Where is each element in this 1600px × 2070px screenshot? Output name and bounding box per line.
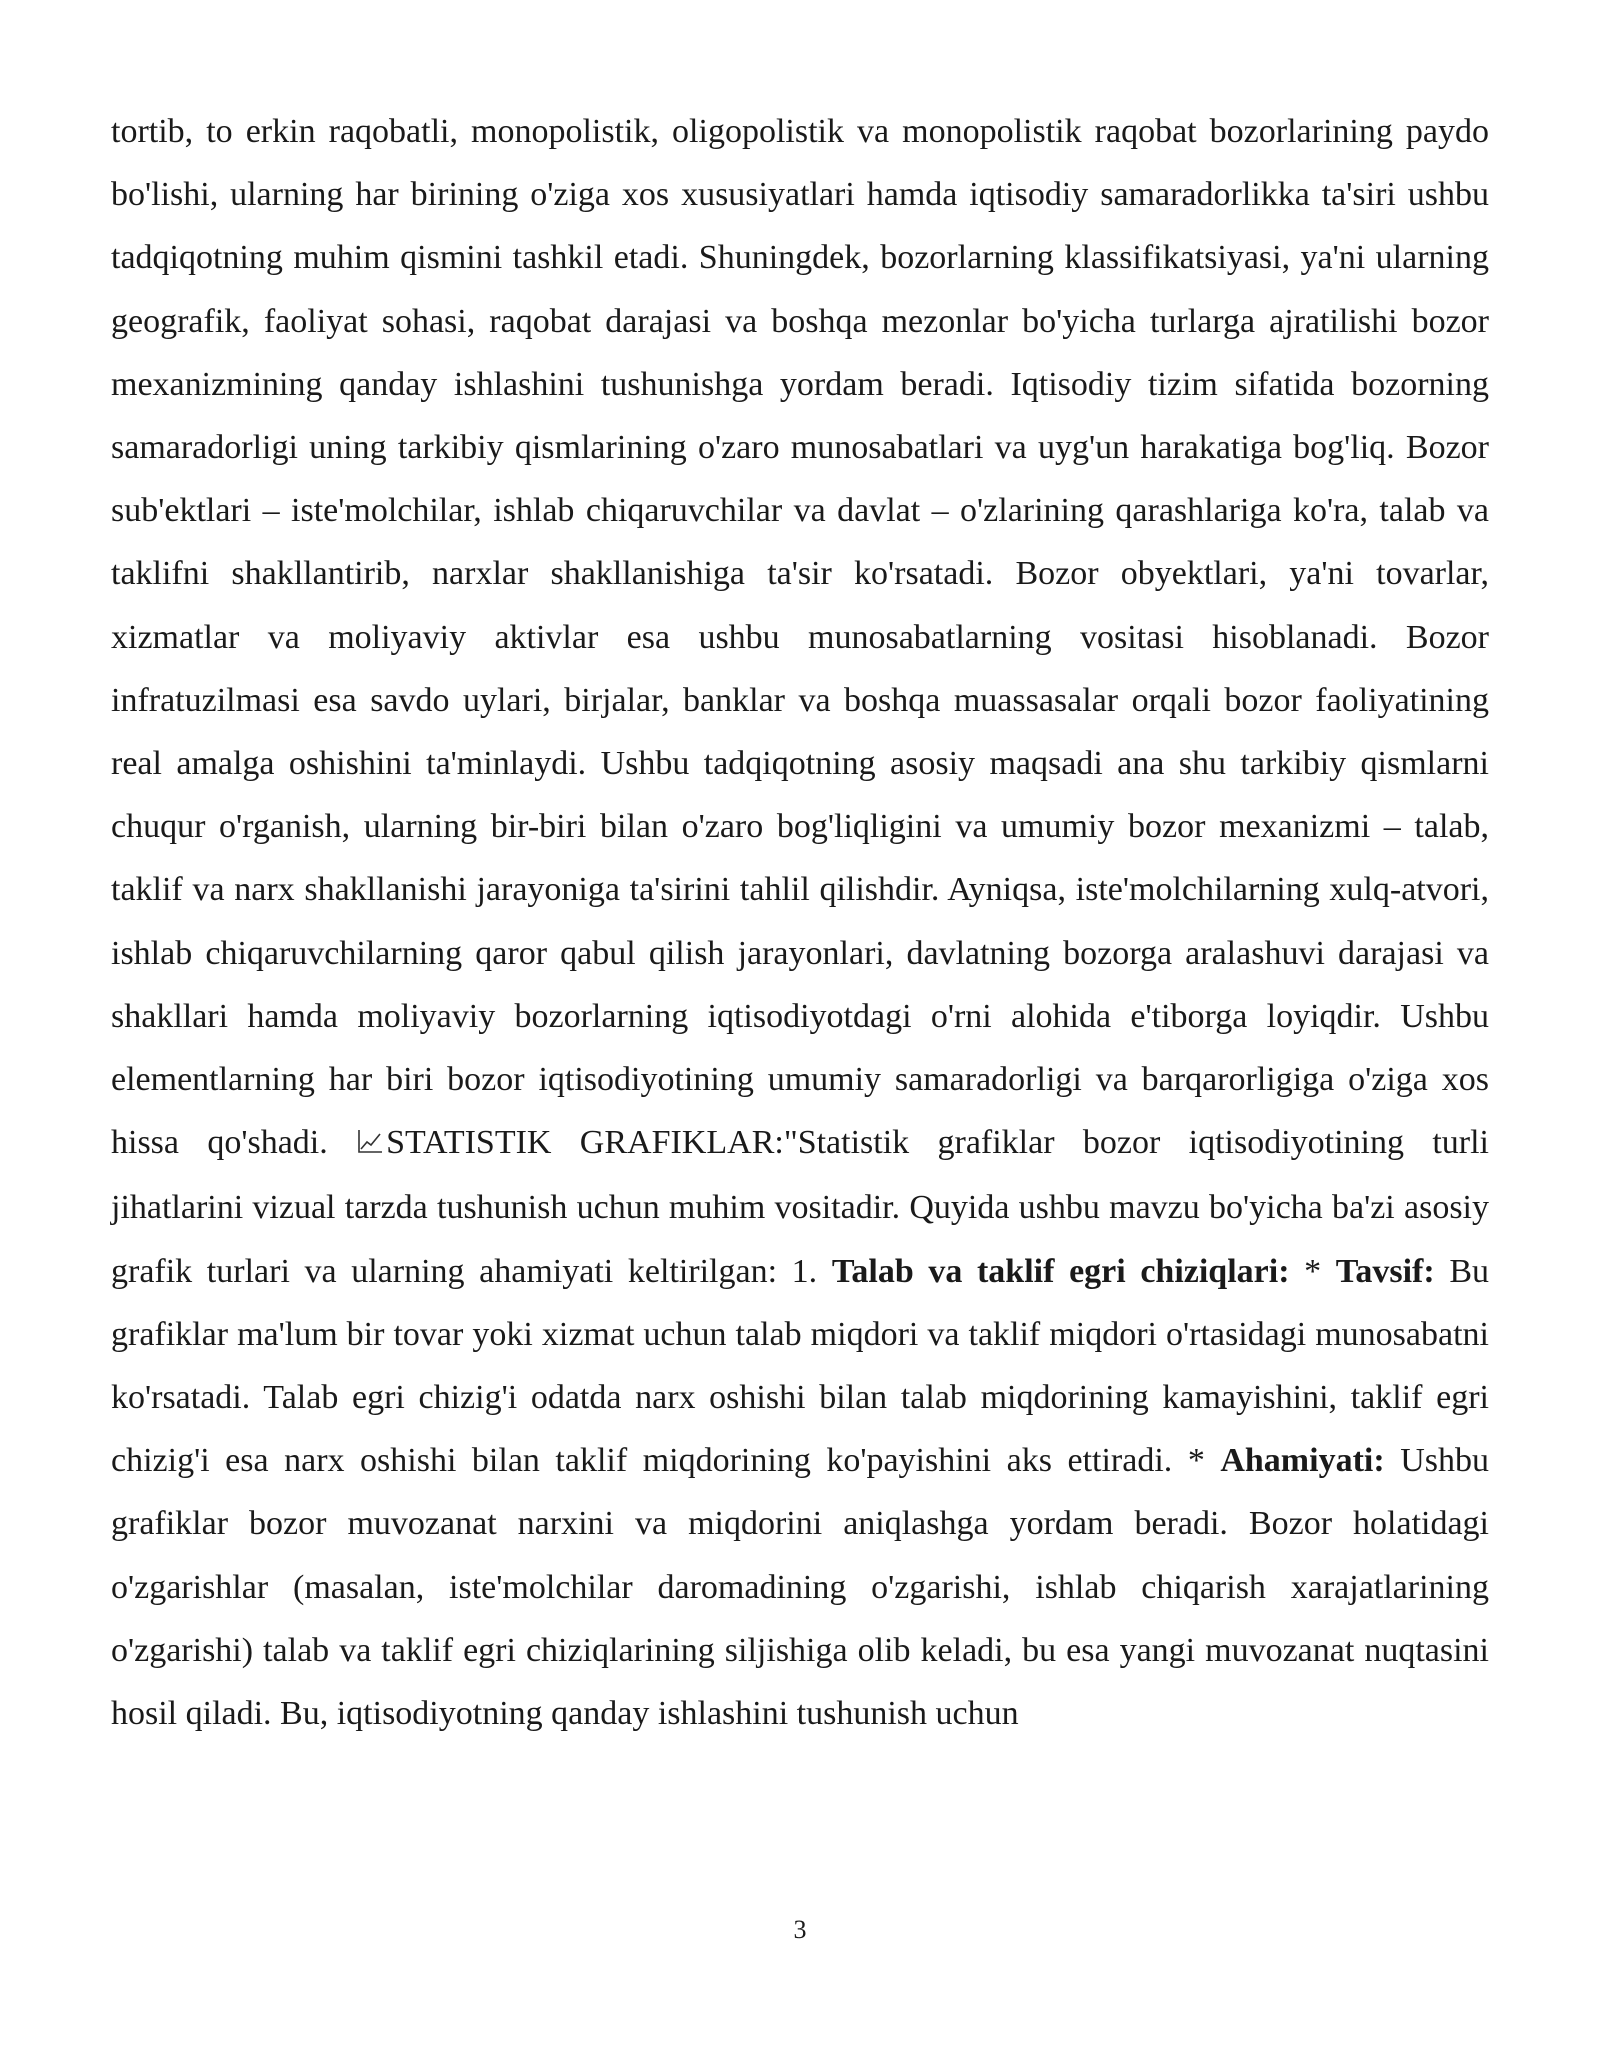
bold-label: Ahamiyati: — [1220, 1442, 1385, 1480]
text-segment: Ushbu grafiklar bozor muvozanat narxini va miqdorini aniqlashga yordam beradi. Bozor holatidagi o'zgarishlar (masalan, iste'molchilar daromadining o'zgarishi, ishlab chiqarish xarajatlarining o'zgarishi) talab va taklif egri chiziqlarining siljishiga olib keladi, bu esa yangi muvozanat nuqtasini hosil qiladi. Bu, iqtisodiyotning qanday ishlashini tushunish uchun — [111, 1442, 1489, 1733]
bold-label: Tavsif: — [1335, 1252, 1435, 1290]
text-segment: STATISTIK GRAFIKLAR:"Statistik grafiklar bozor iqtisodiyotining turli jihatlarini vizual tarzda tushunish uchun muhim vositadir. Quyida ushbu mavzu bo'yicha ba'zi asosiy grafik turlari va ularning ahamiyati keltirilgan: 1. — [111, 1124, 1489, 1290]
text-segment: Bu grafiklar ma'lum bir tovar yoki xizmat uchun talab miqdori va taklif miqdori o'rtasidagi munosabatni ko'rsatadi. Talab egri chizig'i odatda narx oshishi bilan talab miqdorining kamayishini, taklif egri chizig'i esa narx oshishi bilan taklif miqdorining ko'payishini aks ettiradi. * — [111, 1252, 1489, 1480]
chart-increasing-icon — [356, 1113, 384, 1176]
body-paragraph — [111, 100, 1489, 1745]
text-segment: * — [1289, 1252, 1336, 1290]
page-number: 3 — [793, 1915, 807, 1944]
text-segment: tortib, to erkin raqobatli, monopolistik, oligopolistik va monopolistik raqobat bozorlarining paydo bo'lishi, ularning har birining o'ziga xos xususiyatlari hamda iqtisodiy samaradorlikka ta'siri ushbu tadqiqotning muhim qismini tashkil etadi. Shuningdek, bozorlarning klassifikatsiyasi, ya'ni ularning geografik, faoliyat sohasi, raqobat darajasi va boshqa mezonlar bo'yicha turlarga ajratilishi bozor mexanizmining qanday ishlashini tushunishga yordam beradi. Iqtisodiy tizim sifatida bozorning samaradorligi uning tarkibiy qismlarining o'zaro munosabatlari va uyg'un harakatiga bog'liq. Bozor sub'ektlari – iste'molchilar, ishlab chiqaruvchilar va davlat – o'zlarining qarashlariga ko'ra, talab va taklifni shakllantirib, narxlar shakllanishiga ta'sir ko'rsatadi. Bozor obyektlari, ya'ni tovarlar, xizmatlar va moliyaviy aktivlar esa ushbu munosabatlarning vositasi hisoblanadi. Bozor infratuzilmasi esa savdo uylari, birjalar, banklar va boshqa muassasalar orqali bozor faoliyatining real amalga oshishini ta'minlaydi. Ushbu tadqiqotning asosiy maqsadi ana shu tarkibiy qismlarni chuqur o'rganish, ularning bir-biri bilan o'zaro bog'liqligini va umumiy bozor mexanizmi – talab, taklif va narx shakllanishi jarayoniga ta'sirini tahlil qilishdir. Ayniqsa, iste'molchilarning xulq-atvori, ishlab chiqaruvchilarning qaror qabul qilish jarayonlari, davlatning bozorga aralashuvi darajasi va shakllari hamda moliyaviy bozorlarning iqtisodiyotdagi o'rni alohida e'tiborga loyiqdir. Ushbu elementlarning har biri bozor iqtisodiyotining umumiy samaradorligi va barqarorligiga o'ziga xos hissa qo'shadi. — [111, 113, 1489, 1162]
bold-heading: Talab va taklif egri chiziqlari: — [831, 1252, 1290, 1290]
